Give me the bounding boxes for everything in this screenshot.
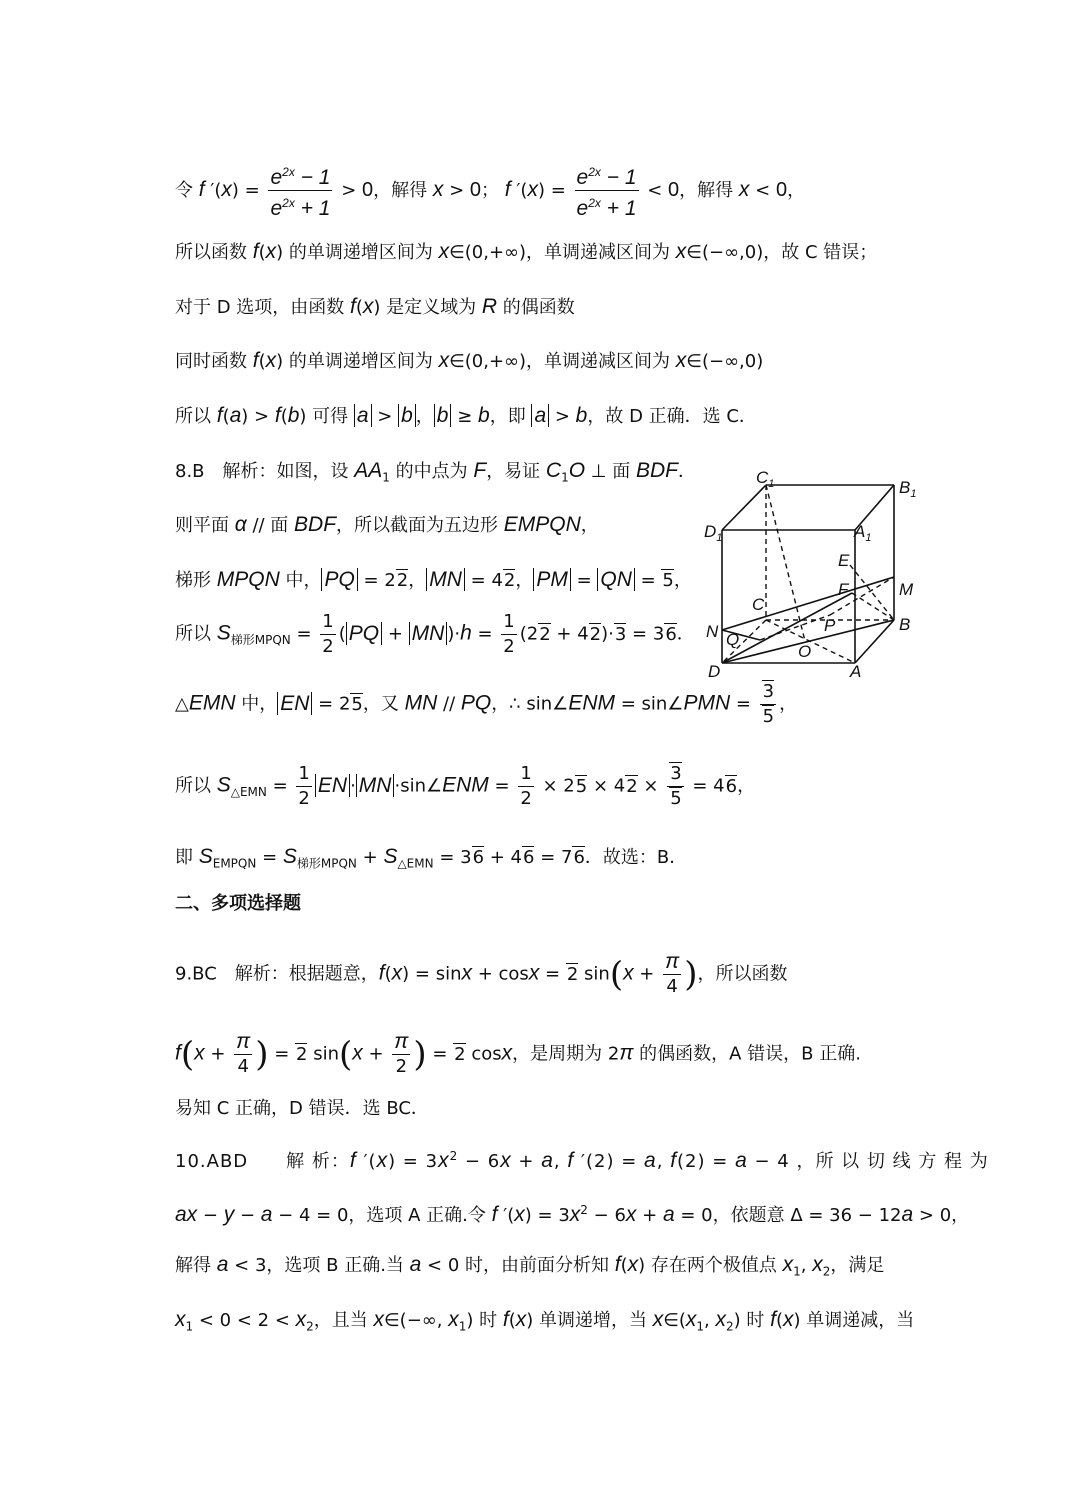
label-f: F: [838, 580, 849, 599]
text-line-4: 同时函数 f(x) 的单调递增区间为 x∈(0,+∞)，单调递减区间为 x∈(−∞,0): [175, 349, 764, 372]
text-line-7: 则平面 α // 面 BDF，所以截面为五边形 EMPQN，: [175, 513, 599, 536]
label-n: N: [706, 622, 719, 641]
text-line-16: [175, 1097, 429, 1121]
line-1-content: 令 f ′(x) = $\frac{e^{2x} - 1}{e^{2x} + 1}$ > 0，解得 x > 0； f ′(x) = $\frac{e^{2x} - 1}{e^{2x} + 1}$ < 0，解得 x < 0，: [175, 180, 805, 201]
fraction: $\frac{\pi}{4}$: [665, 950, 680, 997]
fraction: $\frac{e^{2x} - 1}{e^{2x} + 1}$: [270, 165, 331, 220]
text-line-10: △EMN 中， EN = 25，又 MN // PQ，∴ sin∠ENM = sin∠PMN = $\frac{3}{5}$ ，: [175, 681, 798, 727]
text-line-2: 所以函数 f(x) 的单调递增区间为 x∈(0,+∞)，单调递减区间为 x∈(−∞,0)，故 C 错误；: [175, 240, 878, 263]
text-line-9: 所以 $S_{梯形MPQN}$ = $\frac{1}{2}$ ( PQ + MN )·h = $\frac{1}{2}$ (22 + 42)·3 = 36．: [175, 611, 695, 657]
text-line-1: [175, 160, 805, 221]
label-m: M: [899, 580, 914, 599]
edge-ab: [855, 620, 894, 663]
label-p: P: [824, 616, 836, 635]
fraction: $\frac{\pi}{4}$: [236, 1030, 251, 1077]
text-line-19: 解得 a < 3，选项 B 正确.当 a < 0 时，由前面分析知 f(x) 存在两个极值点 $x_1$, $x_2$，满足: [175, 1253, 885, 1279]
text-line-8: 梯形 MPQN 中， PQ = 22， MN = 42， PM = QN = 5，: [175, 568, 692, 591]
label-c: C: [752, 595, 765, 614]
label-a1: $A_1$: [854, 522, 872, 544]
label-d: D: [708, 662, 721, 681]
hidden-c1o: [766, 485, 805, 641]
fraction: $\frac{3}{5}$: [667, 762, 683, 811]
hidden-fb: [852, 593, 894, 620]
label-d1: $D_1$: [704, 522, 723, 544]
label-c1: $C_1$: [756, 468, 775, 490]
fraction: $\frac{1}{2}$: [503, 611, 515, 657]
fraction: $\frac{e^{2x} - 1}{e^{2x} + 1}$: [576, 165, 637, 220]
fraction: $\frac{1}{2}$: [520, 763, 532, 809]
text-line-5: 所以 f(a) > f(b) 可得 a > b ， b ≥ b，即 a > b，故 D 正确．选 C．: [175, 404, 757, 427]
fraction: $\frac{\pi}{2}$: [394, 1030, 409, 1077]
text-line-6: 8.B 解析：如图，设 $AA_1$ 的中点为 F，易证 $C_1O$ ⊥ 面 BDF．: [175, 459, 696, 485]
edge-c1d1: [722, 485, 766, 530]
label-b: B: [899, 615, 911, 634]
prism-diagram: [700, 465, 930, 685]
section-heading-text: 二、多项选择题: [175, 893, 301, 914]
fraction: $\frac{3}{5}$: [760, 680, 776, 729]
fraction: $\frac{1}{2}$: [322, 611, 334, 657]
label-e: E: [838, 551, 850, 570]
label-b1: $B_1$: [899, 478, 917, 500]
text-line-14: 9.BC 解析：根据题意，f(x) = sinx + cosx = 2 sin(x + $\frac{\pi}{4}$ )，所以函数: [175, 950, 788, 997]
text-line-15: f(x + $\frac{\pi}{4}$ ) = 2 sin(x + $\frac{\pi}{2}$ ) = 2 cosx，是周期为 2π 的偶函数，A 错误，B 正确.: [175, 1030, 861, 1077]
text-line-18: ax − y − a − 4 = 0，选项 A 正确.令 f $'(x) = 3x^2 - 6x + a = 0$，依题意 Δ = 36 − 12a > 0，: [175, 1203, 970, 1226]
section-heading: [175, 892, 301, 916]
text-line-12: 即 $S_{EMPQN} = S_{梯形MPQN} + S_{\triangle EMN} = 36 + 46 = 76$．故选：B．: [175, 845, 688, 871]
label-a: A: [850, 662, 862, 681]
text-line-11: 所以 $S_{\triangle EMN}$ = $\frac{1}{2}$ EN · MN ·sin∠ENM = $\frac{1}{2}$ × 25 × 42 × $\frac{3}{5}$ = 46，: [175, 763, 756, 809]
text-line-17: 10.ABD 解 析：f $'(x) = 3x^2 - 6x + a$, f ′(2) = a, f(2) = a − 4 ，所 以 切 线 方 程 为: [175, 1149, 989, 1172]
hidden-qp: [760, 615, 830, 640]
text-line-3: 对于 D 选项，由函数 f(x) 是定义域为 R 的偶函数: [175, 295, 575, 318]
label-q: Q: [726, 630, 740, 649]
label-o: O: [798, 642, 812, 661]
text-line-20: $x_1 < 0 < 2 < x_2$，且当 x∈(−∞, $x_1$) 时 f(x) 单调递增，当 $x\in(x_1$, $x_2$) 时 f(x) 单调递减，当: [175, 1308, 915, 1334]
fraction: $\frac{1}{2}$: [298, 763, 310, 809]
line-16-text: 易知 C 正确，D 错误．选 BC．: [175, 1098, 429, 1119]
hidden-eb: [850, 565, 894, 620]
